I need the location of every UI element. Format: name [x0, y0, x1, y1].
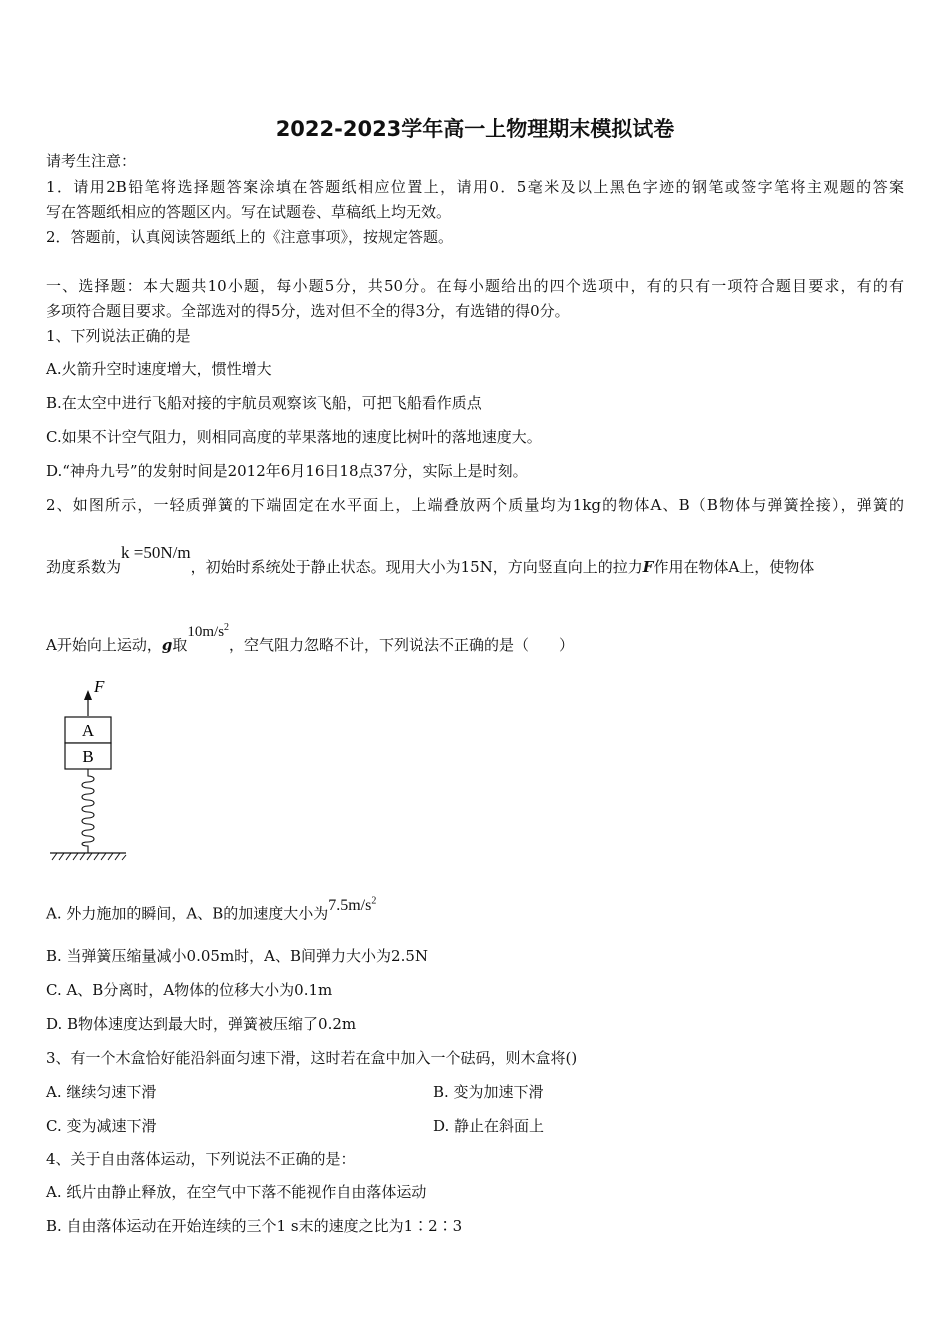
- question-4-option-a: A. 纸片由静止释放，在空气中下落不能视作自由落体运动: [46, 1183, 427, 1201]
- q2-line3-take: 取: [172, 636, 188, 654]
- question-2-stem-line-1: 2、如图所示，一轻质弹簧的下端固定在水平面上，上端叠放两个质量均为1kg的物体A、B（B物体与弹簧拴接），弹簧的: [46, 496, 904, 514]
- question-3-option-c: C. 变为减速下滑: [46, 1117, 157, 1135]
- spring: [82, 769, 94, 853]
- section-1-instructions-line-1: 一、选择题：本大题共10小题，每小题5分，共50分。在每小题给出的四个选项中，有的只有一项符合题目要求，有的有: [46, 277, 904, 295]
- notice-heading: 请考生注意：: [46, 152, 137, 170]
- question-2-stem-line-3: [46, 622, 575, 656]
- spring-block-figure: [44, 676, 134, 866]
- question-1-stem: 1、下列说法正确的是: [46, 327, 191, 345]
- question-3-option-a: A. 继续匀速下滑: [46, 1083, 157, 1101]
- question-3-option-d: D. 静止在斜面上: [433, 1117, 545, 1135]
- block-b-label: B: [82, 747, 94, 766]
- section-1-instructions-line-2: 多项符合题目要求。全部选对的得5分，选对但不全的得3分，有选错的得0分。: [46, 302, 570, 320]
- question-2-option-b: B. 当弹簧压缩量减小0.05m时，A、B间弹力大小为2.5N: [46, 947, 429, 965]
- question-1-option-a: A.火箭升空时速度增大，惯性增大: [46, 360, 272, 378]
- ground-hatching: [52, 853, 126, 860]
- q2-line3-post: ，空气阻力忽略不计，下列说法不正确的是（ ）: [229, 636, 575, 654]
- page-title: 2022-2023学年高一上物理期末模拟试卷: [275, 117, 675, 141]
- q2-line2-post-b: 作用在物体A上，使物体: [653, 558, 815, 576]
- q2-line3-pre: A开始向上运动，: [46, 636, 162, 654]
- question-3-stem: 3、有一个木盒恰好能沿斜面匀速下滑，这时若在盒中加入一个砝码，则木盒将(): [46, 1049, 578, 1067]
- question-1-option-d: D.“神舟九号”的发射时间是2012年6月16日18点37分，实际上是时刻。: [46, 462, 528, 480]
- notice-item-2: 2．答题前，认真阅读答题纸上的《注意事项》，按规定答题。: [46, 228, 454, 246]
- q2-force-symbol: F: [642, 558, 654, 576]
- q2-line2-post-a: ，初始时系统处于静止状态。现用大小为15N，方向竖直向上的拉力: [190, 558, 643, 576]
- question-2-stem-line-2: [46, 543, 904, 577]
- question-2-option-c: C. A、B分离时，A物体的位移大小为0.1m: [46, 981, 333, 999]
- question-1-option-b: B.在太空中进行飞船对接的宇航员观察该飞船，可把飞船看作质点: [46, 394, 482, 412]
- acceleration-value: $7.5m/s^2$: [328, 896, 377, 915]
- question-2-option-d: D. B物体速度达到最大时，弹簧被压缩了0.2m: [46, 1015, 357, 1033]
- question-1-option-c: C.如果不计空气阻力，则相同高度的苹果落地的速度比树叶的落地速度大。: [46, 428, 542, 446]
- q2-g-symbol: g: [161, 636, 173, 654]
- force-arrow-head: [84, 690, 92, 700]
- block-a-label: A: [81, 721, 95, 740]
- question-4-stem: 4、关于自由落体运动，下列说法不正确的是：: [46, 1150, 356, 1168]
- force-label: F: [94, 677, 105, 696]
- gravity-value: $10m/s^2$: [187, 622, 230, 640]
- q2-line2-pre: 劲度系数为: [46, 558, 122, 576]
- question-2-option-a: A. 外力施加的瞬间，A、B的加速度大小为$7.5m/s^2$: [46, 896, 377, 923]
- question-3-option-b: B. 变为加速下滑: [433, 1083, 544, 1101]
- spring-constant-formula: k =50N/m: [121, 543, 191, 562]
- question-4-option-b: B. 自由落体运动在开始连续的三个1 s末的速度之比为1∶2∶3: [46, 1217, 463, 1235]
- notice-item-1-line-1: 1．请用2B铅笔将选择题答案涂填在答题纸相应位置上，请用0．5毫米及以上黑色字迹的钢笔或签字笔将主观题的答案: [46, 178, 904, 196]
- notice-item-1-line-2: 写在答题纸相应的答题区内。写在试题卷、草稿纸上均无效。: [46, 203, 452, 221]
